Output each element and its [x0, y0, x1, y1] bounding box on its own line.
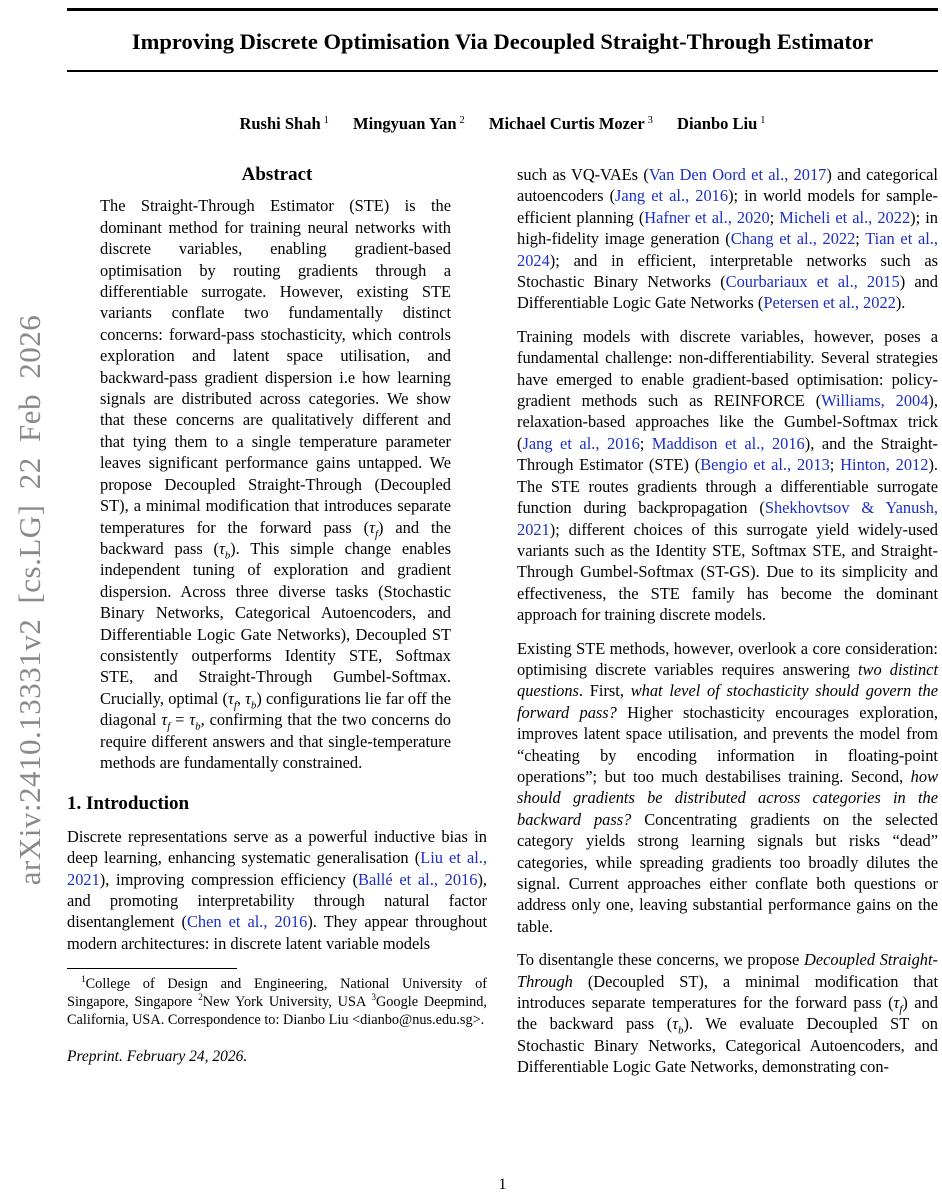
author: [353, 114, 465, 133]
text-segment: ;: [829, 455, 841, 475]
footnote-block: [67, 968, 487, 1067]
text-segment: what level of stochasticity should govern the forward pass?: [517, 681, 938, 722]
text-segment: ), relaxation-based approaches like the Gumbel-Softmax trick (: [517, 391, 938, 453]
author: [239, 114, 328, 133]
page-content: [67, 0, 938, 1078]
text-segment: To disentangle these concerns, we propose: [517, 950, 805, 970]
text-segment: b: [678, 1025, 684, 1037]
author: [489, 114, 653, 133]
citation-link[interactable]: Jang et al., 2016: [615, 186, 729, 206]
text-segment: b: [251, 700, 257, 712]
paper-title: Improving Discrete Optimisation Via Decoupled Straight-Through Estimator: [131, 28, 874, 54]
right-column-paragraph: [517, 164, 938, 314]
text-segment: ). We evaluate Decoupled ST on Stochastic Binary Networks, Categorical Autoencoders, and Differentiable Logic Gate Networks, demonstrating con-: [517, 1014, 938, 1077]
text-segment: ,: [236, 688, 246, 708]
right-column-paragraph: [517, 638, 938, 938]
right-column-paragraph: [517, 949, 938, 1077]
text-segment: ); in high-fidelity image generation (: [517, 207, 938, 249]
arxiv-stamp: arXiv:2410.13331v2 [cs.LG] 22 Feb 2026: [12, 314, 47, 886]
text-segment: τ: [161, 710, 168, 730]
citation-link[interactable]: Bengio et al., 2013: [700, 455, 830, 475]
text-segment: Existing STE methods, however, overlook a core consideration: optimising discrete variables requires answering: [517, 638, 938, 679]
citation-link[interactable]: Liu et al., 2021: [67, 848, 488, 889]
author-affiliation: 2: [459, 114, 465, 126]
text-segment: ). This simple change enables independent tuning of exploration and gradient dispersion. Across three diverse tasks (Stochastic Binary Networks, Categorical Autoencoders, and Differentiable Logic Gate Networks), Decoupled ST consistently outperforms Identity STE, Softmax STE, and Straight-Through Gumbel-Softmax. Crucially, optimal (: [100, 538, 451, 708]
text-segment: f: [374, 528, 378, 540]
text-segment: ;: [639, 433, 652, 453]
author-name: Michael Curtis Mozer: [488, 114, 645, 133]
text-segment: . First,: [578, 681, 631, 701]
text-segment: ;: [855, 229, 866, 249]
footnote: [67, 975, 487, 1029]
text-segment: Concentrating gradients on the selected category yields strong learning signals but risks “dead” categories, while spreading gradients too broadly dilutes the signal. Current approaches either conflate both questions or address only one, leaving substantial performance gains on the table.: [517, 809, 938, 936]
author: [677, 114, 766, 133]
citation-link[interactable]: Hinton, 2012: [840, 455, 929, 475]
right-column-paragraph: [517, 326, 938, 626]
text-segment: b: [224, 550, 231, 562]
text-segment: ) and categorical autoencoders (: [517, 165, 938, 206]
text-segment: ); and in efficient, interpretable networks such as Stochastic Binary Networks (: [517, 250, 938, 292]
citation-link[interactable]: Courbariaux et al., 2015: [725, 272, 900, 292]
text-segment: f: [233, 700, 237, 712]
text-segment: (Decoupled ST), a minimal modification that introduces separate temperatures for the forward pass (: [517, 971, 938, 1013]
text-segment: Google Deepmind, California, USA. Correspondence to: Dianbo Liu <dianbo@nus.edu.sg>.: [67, 994, 487, 1029]
text-segment: Discrete representations serve as a powerful inductive bias in deep learning, enhancing systematic generalisation (: [67, 826, 487, 868]
text-segment: 1: [81, 975, 86, 986]
intro-paragraph: [67, 826, 487, 954]
text-segment: ); different choices of this surrogate yield widely-used variants such as the Identity STE, Softmax STE, and Straight-Through Gumbel-Softmax (ST-GS). Due to its simplicity and effectiveness, the STE family has become the dominant approach for training discrete models.: [517, 519, 938, 625]
citation-link[interactable]: Van Den Oord et al., 2017: [648, 165, 827, 184]
text-segment: ), improving compression efficiency (: [99, 869, 359, 889]
page-number: 1: [498, 1176, 507, 1193]
title-rule-bottom: [67, 70, 938, 73]
text-segment: τ: [228, 688, 234, 708]
text-segment: τ: [189, 710, 196, 730]
text-segment: , confirming that the two concerns do require different answers and that single-temperature methods are fundamentally constrained.: [100, 710, 451, 772]
text-segment: ), and promoting interpretability through natural factor disentanglement (: [67, 869, 487, 932]
text-segment: ;: [769, 207, 780, 227]
text-segment: ); in world models for sample-efficient planning (: [517, 186, 938, 227]
author-name: Dianbo Liu: [677, 114, 758, 133]
text-segment: =: [170, 710, 190, 730]
text-segment: two distinct questions: [517, 659, 939, 701]
abstract-heading: Abstract: [241, 164, 313, 185]
citation-link[interactable]: Shekhovtsov & Yanush, 2021: [517, 498, 938, 539]
abstract-text: [67, 195, 487, 773]
text-segment: ). They appear throughout modern architectures: in discrete latent variable models: [67, 912, 487, 953]
text-segment: ) and Differentiable Logic Gate Networks (: [517, 272, 938, 313]
citation-link[interactable]: Chen et al., 2016: [186, 912, 308, 932]
citation-link[interactable]: Tian et al., 2024: [517, 229, 938, 270]
text-segment: College of Design and Engineering, National University of Singapore, Singapore: [67, 976, 487, 1011]
text-segment: b: [195, 721, 201, 733]
text-segment: τ: [369, 517, 375, 537]
text-segment: f: [899, 1004, 903, 1016]
author-affiliation: 1: [760, 114, 766, 126]
citation-link[interactable]: Ballé et al., 2016: [358, 869, 478, 889]
citation-link[interactable]: Chang et al., 2022: [730, 229, 856, 249]
left-column: [67, 164, 487, 1068]
text-segment: Training models with discrete variables, however, poses a fundamental challenge: non-differentiability. Several strategies have emerged to enable gradient-based optimisation: policy-gradient methods such as REINFORCE (: [517, 326, 938, 411]
text-segment: New York University, USA: [202, 994, 372, 1011]
right-column: [517, 164, 938, 1078]
text-segment: Higher stochasticity encourages exploration, improves latent space utilisation, and prevents the model from “cheating by encoding information in floating-point operations”; but too much destabilises training. Second,: [517, 702, 938, 786]
text-segment: ) and the backward pass (: [100, 517, 451, 558]
title-rule-top: [67, 8, 938, 11]
preprint-note: Preprint. February 24, 2026.: [67, 1048, 248, 1066]
text-segment: how should gradients be distributed across categories in the backward pass?: [517, 766, 938, 829]
text-segment: τ: [672, 1014, 679, 1034]
citation-link[interactable]: Maddison et al., 2016: [651, 433, 805, 453]
text-segment: 3: [371, 993, 376, 1004]
text-segment: The Straight-Through Estimator (STE) is the dominant method for training neural networks with discrete variables, enabling gradient-based optimisation by routing gradients through a differentiable surrogate. However, existing STE variants conflate two fundamentally distinct concerns: forward-pass stochasticity, which controls exploration and latent space utilisation, and backward-pass gradient dispersion i.e how learning signals are distributed across categories. We show that these concerns are qualitatively different and that tying them to a single temperature parameter leaves significant performance gains untapped. We propose Decoupled Straight-Through (Decoupled ST), a minimal modification that introduces separate temperatures for the forward pass (: [100, 196, 451, 537]
text-segment: τ: [245, 688, 252, 708]
text-segment: 2: [198, 993, 203, 1004]
citation-link[interactable]: Jang et al., 2016: [522, 433, 640, 453]
author-name: Mingyuan Yan: [353, 114, 457, 133]
author-name: Rushi Shah: [239, 114, 321, 133]
text-segment: ) configurations lie far off the diagonal: [100, 688, 451, 730]
section-heading-introduction: 1. Introduction: [67, 793, 190, 815]
text-segment: τ: [893, 993, 900, 1013]
citation-link[interactable]: Williams, 2004: [821, 391, 929, 411]
text-segment: such as VQ-VAEs (: [517, 165, 649, 184]
author-line: [67, 114, 938, 134]
text-segment: τ: [218, 538, 225, 558]
text-segment: Decoupled Straight-Through: [517, 950, 939, 991]
text-segment: ), and the Straight-Through Estimator (STE) (: [517, 433, 938, 475]
text-segment: ) and the backward pass (: [517, 993, 938, 1034]
text-segment: f: [167, 721, 171, 733]
author-affiliation: 3: [647, 114, 653, 126]
footnote-rule: [67, 968, 237, 969]
citation-link[interactable]: Petersen et al., 2022: [763, 293, 896, 313]
two-column-body: [67, 164, 938, 1078]
text-segment: ). The STE routes gradients through a differentiable surrogate function during backpropagation (: [517, 455, 938, 518]
text-segment: ).: [895, 293, 906, 313]
citation-link[interactable]: Hafner et al., 2020: [644, 207, 770, 227]
author-affiliation: 1: [323, 114, 329, 126]
citation-link[interactable]: Micheli et al., 2022: [779, 207, 911, 227]
